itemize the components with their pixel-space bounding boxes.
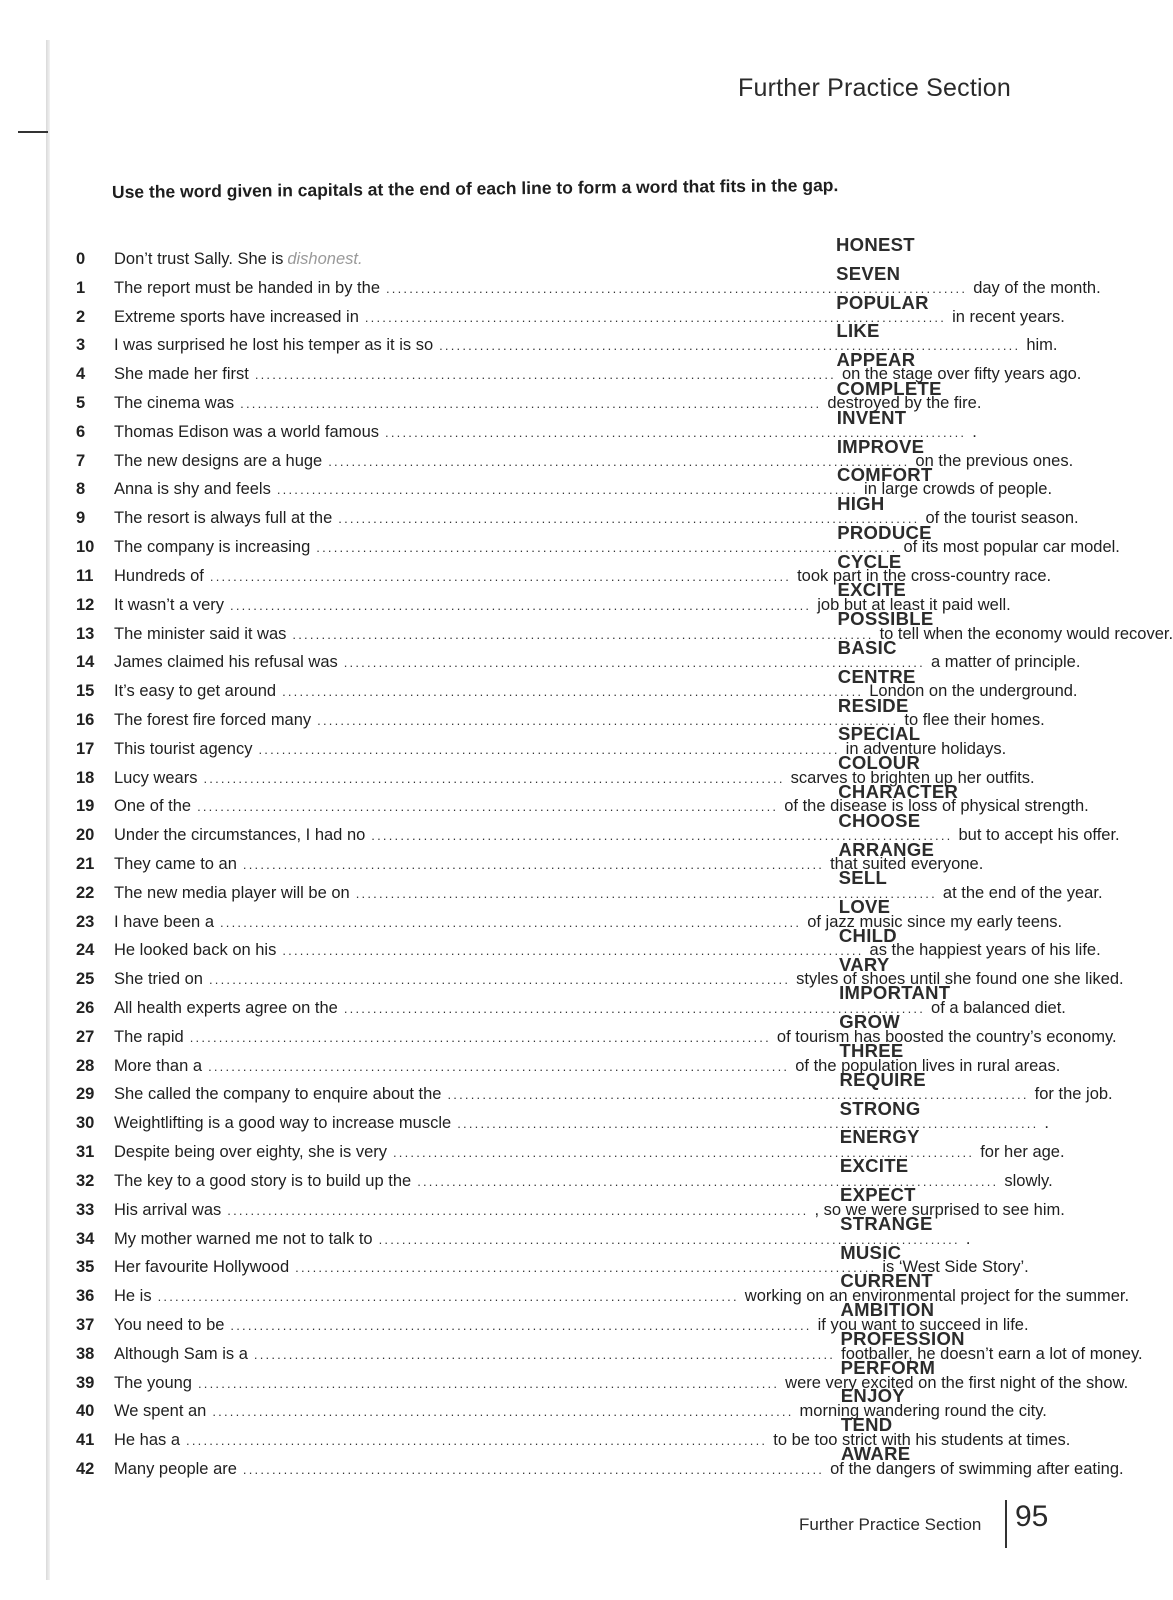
sentence-start: The cinema was (114, 394, 235, 413)
item-number: 11 (76, 566, 94, 585)
item-number: 8 (76, 480, 86, 499)
keyword: CYCLE (837, 550, 902, 572)
keyword: REQUIRE (839, 1068, 926, 1090)
item-number: 23 (76, 912, 95, 931)
item-sentence (114, 1344, 1143, 1364)
keyword: LIKE (836, 320, 880, 342)
item-sentence (114, 855, 984, 874)
sentence-end: were very excited on the first night of the show. (785, 1373, 1129, 1392)
keyword: HONEST (836, 234, 915, 255)
sentence-end: scarves to brighten up her outfits. (790, 768, 1035, 787)
answer-gap: .................................................................................................... (386, 280, 968, 296)
page-number: 95 (1015, 1500, 1049, 1533)
sentence-end: a matter of principle. (930, 653, 1081, 672)
sentence-start: Although Sam is a (114, 1344, 248, 1363)
sentence-start: He has a (114, 1431, 181, 1450)
sentence-start: He is (114, 1287, 152, 1306)
instructions: Use the word given in capitals at the end of each line to form a word that fits in the gap. (111, 175, 839, 202)
keyword: COLOUR (838, 752, 921, 774)
answer-gap: .................................................................................................... (282, 684, 864, 700)
keyword: PRODUCE (837, 521, 932, 543)
section-header: Further Practice Section (738, 74, 1011, 102)
answer-gap: .................................................................................................... (316, 540, 898, 556)
sentence-end: morning wandering round the city. (799, 1402, 1047, 1421)
item-number: 22 (76, 883, 95, 902)
sentence-start: This tourist agency (114, 739, 253, 758)
answer-gap: .................................................................................................... (186, 1433, 768, 1449)
item-sentence (114, 1171, 1053, 1191)
answer-gap: .................................................................................................... (208, 1058, 790, 1074)
item-number: 15 (76, 682, 95, 701)
sentence-start: Thomas Edison was a world famous (114, 422, 380, 441)
keyword: EXCITE (837, 579, 907, 601)
item-sentence (114, 826, 1120, 845)
keyword: RESIDE (837, 694, 909, 716)
item-number: 12 (76, 595, 95, 614)
keyword: EXPECT (839, 1183, 916, 1205)
answer-gap: .................................................................................................... (203, 770, 785, 786)
item-number: 38 (76, 1344, 95, 1363)
keyword: THREE (839, 1040, 904, 1061)
item-sentence (114, 451, 1074, 471)
sentence-end: of the dangers of swimming after eating. (830, 1460, 1124, 1478)
sentence-start: It’s easy to get around (114, 682, 277, 701)
sentence-end: of a balanced diet. (931, 999, 1066, 1018)
sentence-end: . (972, 422, 977, 441)
keyword: PERFORM (840, 1356, 936, 1378)
answer-gap: .................................................................................................... (385, 424, 967, 440)
item-number: 5 (76, 394, 86, 413)
item-sentence (114, 250, 803, 269)
answer-gap: .................................................................................................... (189, 1029, 771, 1045)
sentence-end: is ‘West Side Story’. (882, 1258, 1029, 1277)
sentence-start: The minister said it was (114, 624, 287, 643)
sentence-start: She called the company to enquire about the (114, 1085, 442, 1104)
example-answer: dishonest. (287, 250, 363, 268)
item-sentence (114, 307, 1065, 327)
keyword: AWARE (841, 1443, 911, 1464)
sentence-start: James claimed his refusal was (114, 653, 338, 672)
sentence-start: Lucy wears (114, 768, 198, 787)
answer-gap: .................................................................................................... (417, 1173, 999, 1189)
sentence-start: The new designs are a huge (114, 451, 323, 470)
item-number: 27 (76, 1027, 95, 1046)
answer-gap: .................................................................................................... (230, 1317, 812, 1333)
item-sentence (114, 1373, 1129, 1393)
item-number: 9 (76, 509, 86, 528)
item-sentence (114, 1143, 1065, 1162)
keyword: INVENT (836, 406, 907, 428)
item-number: 16 (76, 710, 95, 729)
item-number: 37 (76, 1315, 95, 1334)
item-sentence (114, 1258, 1029, 1277)
item-number: 4 (76, 365, 86, 384)
sentence-start: The key to a good story is to build up the (114, 1171, 412, 1190)
sentence-start: I was surprised he lost his temper as it is so (114, 336, 434, 355)
item-sentence (114, 509, 1079, 528)
item-number: 32 (76, 1171, 95, 1190)
item-number: 10 (76, 538, 95, 557)
answer-gap: .................................................................................................... (317, 712, 899, 728)
answer-gap: .................................................................................................... (378, 1231, 960, 1247)
keyword: COMFORT (836, 464, 933, 486)
keyword: SELL (838, 867, 888, 889)
sentence-start: Anna is shy and feels (114, 480, 271, 499)
sentence-end: London on the underground. (869, 682, 1078, 701)
item-sentence (114, 422, 977, 442)
sentence-start: Don’t trust Sally. She is (114, 250, 284, 268)
sentence-start: She made her first (114, 365, 249, 384)
answer-gap: .................................................................................................... (197, 1375, 780, 1391)
answer-gap: .................................................................................................... (157, 1289, 739, 1305)
keyword: ENERGY (839, 1126, 920, 1148)
answer-gap: .................................................................................................... (242, 1462, 825, 1477)
answer-gap: .................................................................................................... (282, 943, 864, 959)
answer-gap: .................................................................................................... (197, 799, 779, 815)
answer-gap: .................................................................................................... (220, 914, 802, 930)
sentence-end: job but at least it paid well. (817, 595, 1011, 614)
item-sentence (114, 912, 1063, 932)
keyword: IMPROVE (836, 435, 925, 457)
answer-gap: .................................................................................................... (343, 655, 925, 671)
sentence-end: of the tourist season. (925, 509, 1079, 528)
keyword: STRANGE (840, 1212, 933, 1234)
item-number: 26 (76, 999, 95, 1018)
answer-gap: .................................................................................................... (212, 1404, 794, 1420)
item-sentence (114, 797, 1089, 816)
sentence-end: as the happiest years of his life. (869, 941, 1101, 960)
item-number: 18 (76, 768, 95, 787)
sentence-start: They came to an (114, 855, 237, 873)
sentence-end: on the previous ones. (915, 451, 1074, 470)
item-number: 19 (76, 797, 95, 816)
item-number: 0 (76, 250, 86, 268)
sentence-end: to flee their homes. (904, 710, 1045, 729)
answer-gap: .................................................................................................... (292, 626, 874, 642)
item-number: 33 (76, 1200, 95, 1219)
answer-gap: .................................................................................................... (338, 511, 920, 527)
item-sentence (114, 1200, 1065, 1220)
item-sentence (114, 883, 1103, 903)
sentence-start: All health experts agree on the (114, 999, 338, 1018)
answer-gap: .................................................................................................... (254, 367, 836, 383)
answer-gap: .................................................................................................... (253, 1346, 836, 1362)
keyword: EXCITE (839, 1155, 909, 1177)
answer-gap: .................................................................................................... (343, 1001, 926, 1017)
keyword: APPEAR (836, 349, 916, 371)
item-sentence (114, 970, 1124, 989)
sentence-end: that suited everyone. (830, 855, 984, 873)
answer-gap: .................................................................................................... (208, 972, 791, 988)
keyword: CHARACTER (838, 780, 959, 802)
sentence-end: styles of shoes until she found one she liked. (796, 970, 1124, 989)
keyword: CHILD (838, 924, 897, 946)
item-sentence (114, 653, 1081, 672)
item-sentence (114, 394, 982, 413)
sentence-end: . (965, 1229, 971, 1248)
sentence-start: Her favourite Hollywood (114, 1258, 290, 1277)
keyword: CURRENT (840, 1270, 933, 1292)
sentence-end: in recent years. (952, 307, 1065, 326)
answer-gap: .................................................................................................... (364, 309, 947, 325)
sentence-start: He looked back on his (114, 941, 277, 960)
sentence-start: One of the (114, 797, 192, 816)
item-sentence (114, 1402, 1047, 1421)
sentence-end: for her age. (980, 1143, 1065, 1162)
item-number: 34 (76, 1229, 95, 1248)
item-number: 31 (76, 1143, 95, 1162)
answer-gap: .................................................................................................... (242, 857, 825, 872)
answer-gap: .................................................................................................... (227, 1202, 809, 1218)
sentence-start: The new media player will be on (114, 883, 350, 902)
keyword: ARRANGE (838, 838, 935, 860)
item-number: 1 (76, 278, 86, 297)
sentence-end: but to accept his offer. (958, 826, 1120, 845)
sentence-end: to be too strict with his students at times. (773, 1431, 1071, 1450)
keyword: POSSIBLE (837, 608, 934, 630)
item-number: 28 (76, 1056, 95, 1075)
item-sentence (114, 1027, 1117, 1047)
sentence-start: The resort is always full at the (114, 509, 333, 528)
keyword: MUSIC (840, 1241, 902, 1263)
keyword: BASIC (837, 637, 897, 658)
item-sentence (114, 710, 1045, 730)
answer-gap: .................................................................................................... (393, 1145, 975, 1161)
item-number: 39 (76, 1373, 95, 1392)
item-sentence (114, 624, 1173, 644)
sentence-end: in adventure holidays. (845, 739, 1007, 758)
item-number: 40 (76, 1402, 95, 1421)
item-sentence (114, 1085, 1113, 1104)
item-number: 3 (76, 336, 86, 355)
item-number: 17 (76, 739, 95, 758)
sentence-end: in large crowds of people. (864, 480, 1053, 499)
sentence-start: I have been a (114, 912, 214, 931)
item-number: 7 (76, 451, 86, 470)
sentence-end: for the job. (1034, 1085, 1113, 1104)
keyword: STRONG (839, 1097, 921, 1119)
sentence-start: Under the circumstances, I had no (114, 826, 366, 845)
sentence-start: You need to be (114, 1315, 225, 1334)
item-number: 25 (76, 970, 95, 989)
sentence-start: The rapid (114, 1027, 184, 1046)
keyword: LOVE (838, 896, 891, 918)
item-sentence (114, 1056, 1061, 1076)
keyword: GROW (839, 1011, 901, 1033)
item-sentence (114, 768, 1035, 788)
sentence-end: on the stage over fifty years ago. (842, 365, 1082, 384)
sentence-end: of jazz music since my early teens. (807, 912, 1063, 931)
footer-section-title: Further Practice Section (799, 1515, 982, 1534)
answer-gap: .................................................................................................... (295, 1260, 877, 1276)
sentence-start: The young (114, 1373, 192, 1392)
sentence-end: , so we were surprised to see him. (814, 1200, 1065, 1219)
sentence-start: Hundreds of (114, 566, 204, 585)
sentence-start: It wasn’t a very (114, 595, 225, 614)
sentence-end: destroyed by the fire. (827, 394, 982, 413)
keyword: POPULAR (836, 291, 929, 313)
answer-gap: .................................................................................................... (371, 828, 953, 844)
keyword: CENTRE (837, 665, 916, 687)
sentence-start: My mother warned me not to talk to (114, 1229, 373, 1248)
answer-gap: .................................................................................................... (209, 568, 792, 584)
item-number: 36 (76, 1287, 95, 1306)
item-sentence (114, 1229, 971, 1249)
item-number: 30 (76, 1114, 95, 1133)
item-sentence (114, 1460, 1124, 1479)
answer-gap: .................................................................................................... (276, 482, 859, 498)
sentence-end: of its most popular car model. (903, 538, 1120, 557)
item-number: 20 (76, 826, 95, 845)
answer-gap: .................................................................................................... (258, 741, 840, 757)
sentence-start: The report must be handed in by the (114, 278, 380, 297)
item-sentence (114, 336, 1058, 355)
item-number: 35 (76, 1258, 95, 1277)
keyword: AMBITION (840, 1299, 935, 1321)
item-number: 42 (76, 1460, 95, 1478)
answer-gap: .................................................................................................... (457, 1116, 1039, 1132)
item-sentence (114, 566, 1052, 586)
sentence-end: if you want to succeed in life. (817, 1315, 1029, 1334)
sentence-end: . (1044, 1114, 1049, 1133)
item-number: 29 (76, 1085, 95, 1104)
sentence-end: working on an environmental project for the summer. (744, 1287, 1130, 1306)
item-sentence (114, 1315, 1029, 1335)
sentence-end: of the population lives in rural areas. (795, 1056, 1061, 1075)
sentence-end: footballer, he doesn’t earn a lot of money. (841, 1344, 1143, 1363)
item-sentence (114, 1431, 1071, 1450)
item-sentence (114, 1114, 1049, 1133)
keyword: VARY (839, 953, 890, 975)
sentence-end: him. (1026, 336, 1058, 355)
item-number: 13 (76, 624, 95, 643)
keyword: SEVEN (836, 262, 901, 284)
item-number: 14 (76, 653, 95, 672)
sentence-start: Extreme sports have increased in (114, 307, 359, 326)
sentence-start: More than a (114, 1056, 203, 1075)
sentence-end: took part in the cross-country race. (797, 566, 1052, 585)
keyword: COMPLETE (836, 377, 942, 399)
item-sentence (114, 595, 1011, 615)
keyword: SPECIAL (838, 723, 921, 745)
item-number: 41 (76, 1431, 95, 1450)
keyword: IMPORTANT (839, 982, 951, 1004)
answer-gap: .................................................................................................... (439, 338, 1021, 354)
sentence-end: of the disease is loss of physical strength. (784, 797, 1089, 816)
answer-gap: .................................................................................................... (355, 885, 937, 901)
item-sentence (114, 999, 1066, 1018)
answer-gap: .................................................................................................... (328, 453, 910, 469)
sentence-end: to tell when the economy would recover. (879, 624, 1173, 643)
item-sentence (114, 739, 1007, 759)
sentence-end: at the end of the year. (942, 883, 1103, 902)
answer-gap: .................................................................................................... (240, 396, 822, 412)
item-sentence (114, 1287, 1130, 1306)
sentence-start: The forest fire forced many (114, 710, 312, 729)
item-number: 21 (76, 855, 95, 873)
item-sentence (114, 278, 1101, 298)
item-number: 6 (76, 422, 86, 441)
item-number: 24 (76, 941, 95, 960)
sentence-end: of tourism has boosted the country’s economy. (776, 1027, 1117, 1046)
sentence-start: The company is increasing (114, 538, 311, 557)
answer-gap: .................................................................................................... (230, 597, 812, 613)
item-sentence (114, 538, 1120, 557)
keyword: PROFESSION (840, 1327, 965, 1349)
sentence-end: day of the month. (973, 278, 1101, 297)
sentence-start: We spent an (114, 1402, 207, 1421)
sentence-end: slowly. (1004, 1171, 1053, 1190)
sentence-start: Many people are (114, 1460, 237, 1478)
item-sentence (114, 365, 1082, 384)
answer-gap: .................................................................................................... (447, 1087, 1029, 1103)
sentence-start: Weightlifting is a good way to increase muscle (114, 1114, 452, 1133)
item-number: 2 (76, 307, 86, 326)
footer-divider (1005, 1500, 1007, 1548)
item-sentence (114, 682, 1078, 701)
keyword: CHOOSE (838, 809, 921, 831)
sentence-start: She tried on (114, 970, 203, 989)
item-sentence (114, 941, 1101, 960)
keyword: ENJOY (840, 1385, 906, 1407)
item-sentence (114, 480, 1053, 499)
sentence-start: His arrival was (114, 1200, 222, 1219)
keyword: TEND (840, 1414, 893, 1436)
sentence-start: Despite being over eighty, she is very (114, 1143, 387, 1162)
keyword: HIGH (837, 493, 885, 515)
